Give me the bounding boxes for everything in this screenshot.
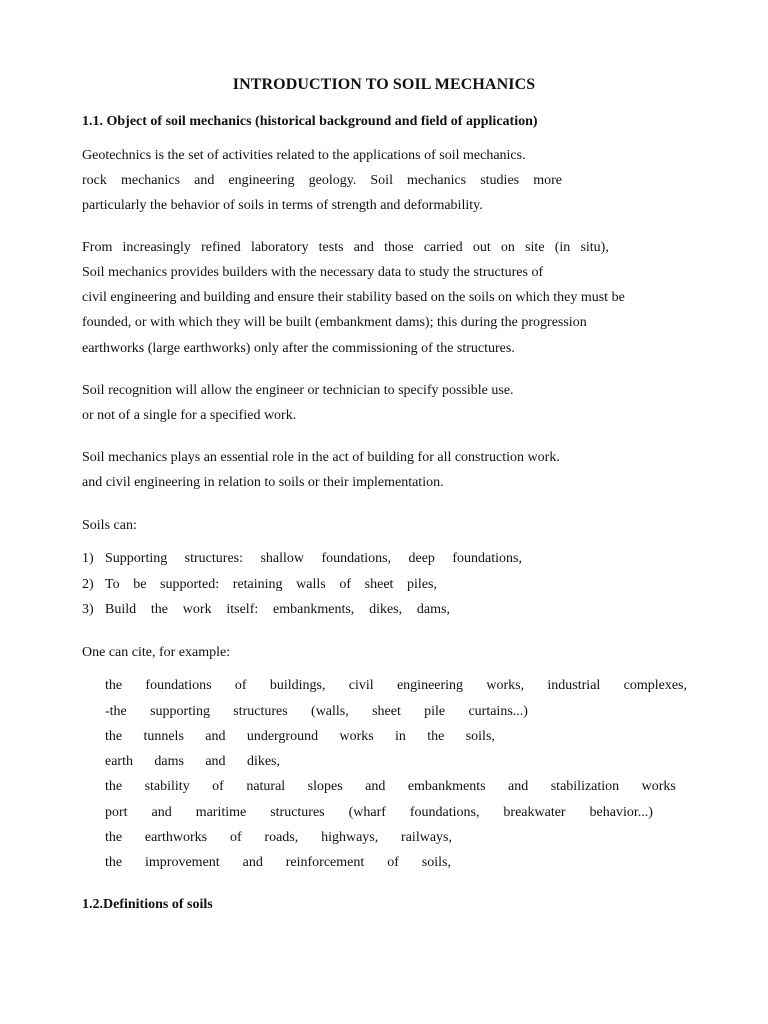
word: -the xyxy=(105,704,127,719)
list-item-text xyxy=(105,577,437,593)
word: sheet xyxy=(372,704,401,719)
word: and xyxy=(205,754,226,769)
example-line xyxy=(105,805,653,821)
word: supported: xyxy=(160,577,220,592)
word: of xyxy=(234,678,247,693)
word: behavior...) xyxy=(589,805,653,820)
word: works xyxy=(641,779,676,794)
word: mechanics xyxy=(120,173,181,188)
paragraph-line-justified xyxy=(82,240,609,256)
word: the xyxy=(427,729,445,744)
list-number: 2) xyxy=(82,577,94,592)
word: site xyxy=(525,240,545,255)
word: of xyxy=(229,830,242,845)
word: those xyxy=(384,240,414,255)
word: increasingly xyxy=(122,240,191,255)
word: sheet xyxy=(364,577,394,592)
word: supporting xyxy=(150,704,210,719)
word: and xyxy=(508,779,529,794)
numbered-list-item xyxy=(82,551,522,567)
word: improvement xyxy=(145,855,220,870)
paragraph-line: or not of a single for a specified work. xyxy=(82,408,297,423)
word: embankments xyxy=(407,779,486,794)
word: soils, xyxy=(421,855,451,870)
word: work xyxy=(182,602,212,617)
paragraph-line: and civil engineering in relation to soils or their implementation. xyxy=(82,475,444,490)
word: Soil xyxy=(370,173,393,188)
word: dams xyxy=(154,754,184,769)
paragraph-line: Soil mechanics provides builders with the necessary data to study the structures of xyxy=(82,265,544,280)
word: the xyxy=(105,855,123,870)
word: (walls, xyxy=(311,704,349,719)
word: be xyxy=(133,577,147,592)
word: laboratory xyxy=(250,240,309,255)
word: industrial xyxy=(547,678,601,693)
word: retaining xyxy=(232,577,283,592)
word: of xyxy=(387,855,399,870)
word: itself: xyxy=(226,602,259,617)
numbered-list-item xyxy=(82,602,450,618)
paragraph-line: Soil recognition will allow the engineer or technician to specify possible use. xyxy=(82,383,514,398)
word: soils, xyxy=(465,729,495,744)
word: highways, xyxy=(321,830,379,845)
word: engineering xyxy=(396,678,464,693)
word: To xyxy=(105,577,120,592)
word: and xyxy=(151,805,172,820)
word: and xyxy=(353,240,374,255)
word: railways, xyxy=(401,830,452,845)
paragraph-line: founded, or with which they will be built (embankment dams); this during the progression xyxy=(82,315,587,330)
example-line xyxy=(105,704,528,720)
paragraph-line: Geotechnics is the set of activities related to the applications of soil mechanics. xyxy=(82,148,526,163)
word: port xyxy=(105,805,128,820)
word: (in xyxy=(554,240,571,255)
word: civil xyxy=(348,678,374,693)
word: shallow xyxy=(260,551,304,566)
soils-can-label: Soils can: xyxy=(82,518,137,533)
word: of xyxy=(212,779,224,794)
word: foundations, xyxy=(452,551,522,566)
word: engineering xyxy=(228,173,295,188)
list-number: 3) xyxy=(82,602,94,617)
section-heading-1-1: 1.1. Object of soil mechanics (historical background and field of application) xyxy=(82,114,538,129)
word: walls xyxy=(296,577,326,592)
word: Supporting xyxy=(105,551,168,566)
paragraph-line: Soil mechanics plays an essential role in the act of building for all construction work. xyxy=(82,450,560,465)
word: dikes, xyxy=(369,602,403,617)
example-line xyxy=(105,678,687,694)
word: foundations, xyxy=(409,805,480,820)
word: slopes xyxy=(307,779,343,794)
word: stability xyxy=(144,779,190,794)
word: earthworks xyxy=(144,830,208,845)
word: stabilization xyxy=(550,779,620,794)
list-number: 1) xyxy=(82,551,94,566)
word: buildings, xyxy=(269,678,326,693)
word: deep xyxy=(408,551,435,566)
word: roads, xyxy=(264,830,299,845)
word: refined xyxy=(201,240,241,255)
example-line xyxy=(105,855,451,871)
word: structures: xyxy=(184,551,243,566)
word: studies xyxy=(480,173,520,188)
word: dikes, xyxy=(246,754,280,769)
section-heading-1-2: 1.2.Definitions of soils xyxy=(82,897,213,912)
example-line xyxy=(105,729,495,745)
paragraph-line: earthworks (large earthworks) only after the commissioning of the structures. xyxy=(82,341,515,356)
word: more xyxy=(533,173,562,188)
word: rock xyxy=(82,173,107,188)
examples-label: One can cite, for example: xyxy=(82,645,231,660)
word: the xyxy=(150,602,169,617)
paragraph-line: particularly the behavior of soils in terms of strength and deformability. xyxy=(82,198,483,213)
word: the xyxy=(105,830,123,845)
document-title: INTRODUCTION TO SOIL MECHANICS xyxy=(232,76,536,93)
word: maritime xyxy=(195,805,247,820)
word: natural xyxy=(246,779,286,794)
word: the xyxy=(105,729,123,744)
word: From xyxy=(82,240,113,255)
word: the xyxy=(105,678,123,693)
word: and xyxy=(205,729,226,744)
word: structures xyxy=(233,704,288,719)
word: and xyxy=(365,779,386,794)
word: embankments, xyxy=(273,602,355,617)
word: breakwater xyxy=(503,805,566,820)
word: foundations xyxy=(145,678,212,693)
list-item-text xyxy=(105,602,450,618)
word: tunnels xyxy=(143,729,184,744)
word: reinforcement xyxy=(285,855,365,870)
word: dams, xyxy=(416,602,450,617)
example-line xyxy=(105,830,452,846)
word: and xyxy=(242,855,263,870)
paragraph-line-justified xyxy=(82,173,562,189)
word: pile xyxy=(424,704,446,719)
example-line xyxy=(105,754,280,770)
word: complexes, xyxy=(623,678,687,693)
word: works, xyxy=(486,678,525,693)
word: the xyxy=(105,779,123,794)
paragraph-line: civil engineering and building and ensure their stability based on the soils on which they must be xyxy=(82,290,625,305)
word: of xyxy=(339,577,352,592)
numbered-list-item xyxy=(82,577,437,593)
word: (wharf xyxy=(348,805,386,820)
word: out xyxy=(472,240,491,255)
word: and xyxy=(194,173,215,188)
word: in xyxy=(395,729,406,744)
word: earth xyxy=(105,754,133,769)
word: Build xyxy=(105,602,137,617)
word: mechanics xyxy=(407,173,467,188)
word: carried xyxy=(423,240,463,255)
word: tests xyxy=(318,240,344,255)
list-item-text xyxy=(105,551,522,567)
example-line xyxy=(105,779,676,795)
word: structures xyxy=(270,805,325,820)
word: curtains...) xyxy=(468,704,528,719)
word: foundations, xyxy=(321,551,392,566)
word: on xyxy=(500,240,515,255)
word: piles, xyxy=(407,577,437,592)
word: underground xyxy=(246,729,319,744)
word: geology. xyxy=(308,173,357,188)
word: situ), xyxy=(580,240,609,255)
word: works xyxy=(339,729,374,744)
